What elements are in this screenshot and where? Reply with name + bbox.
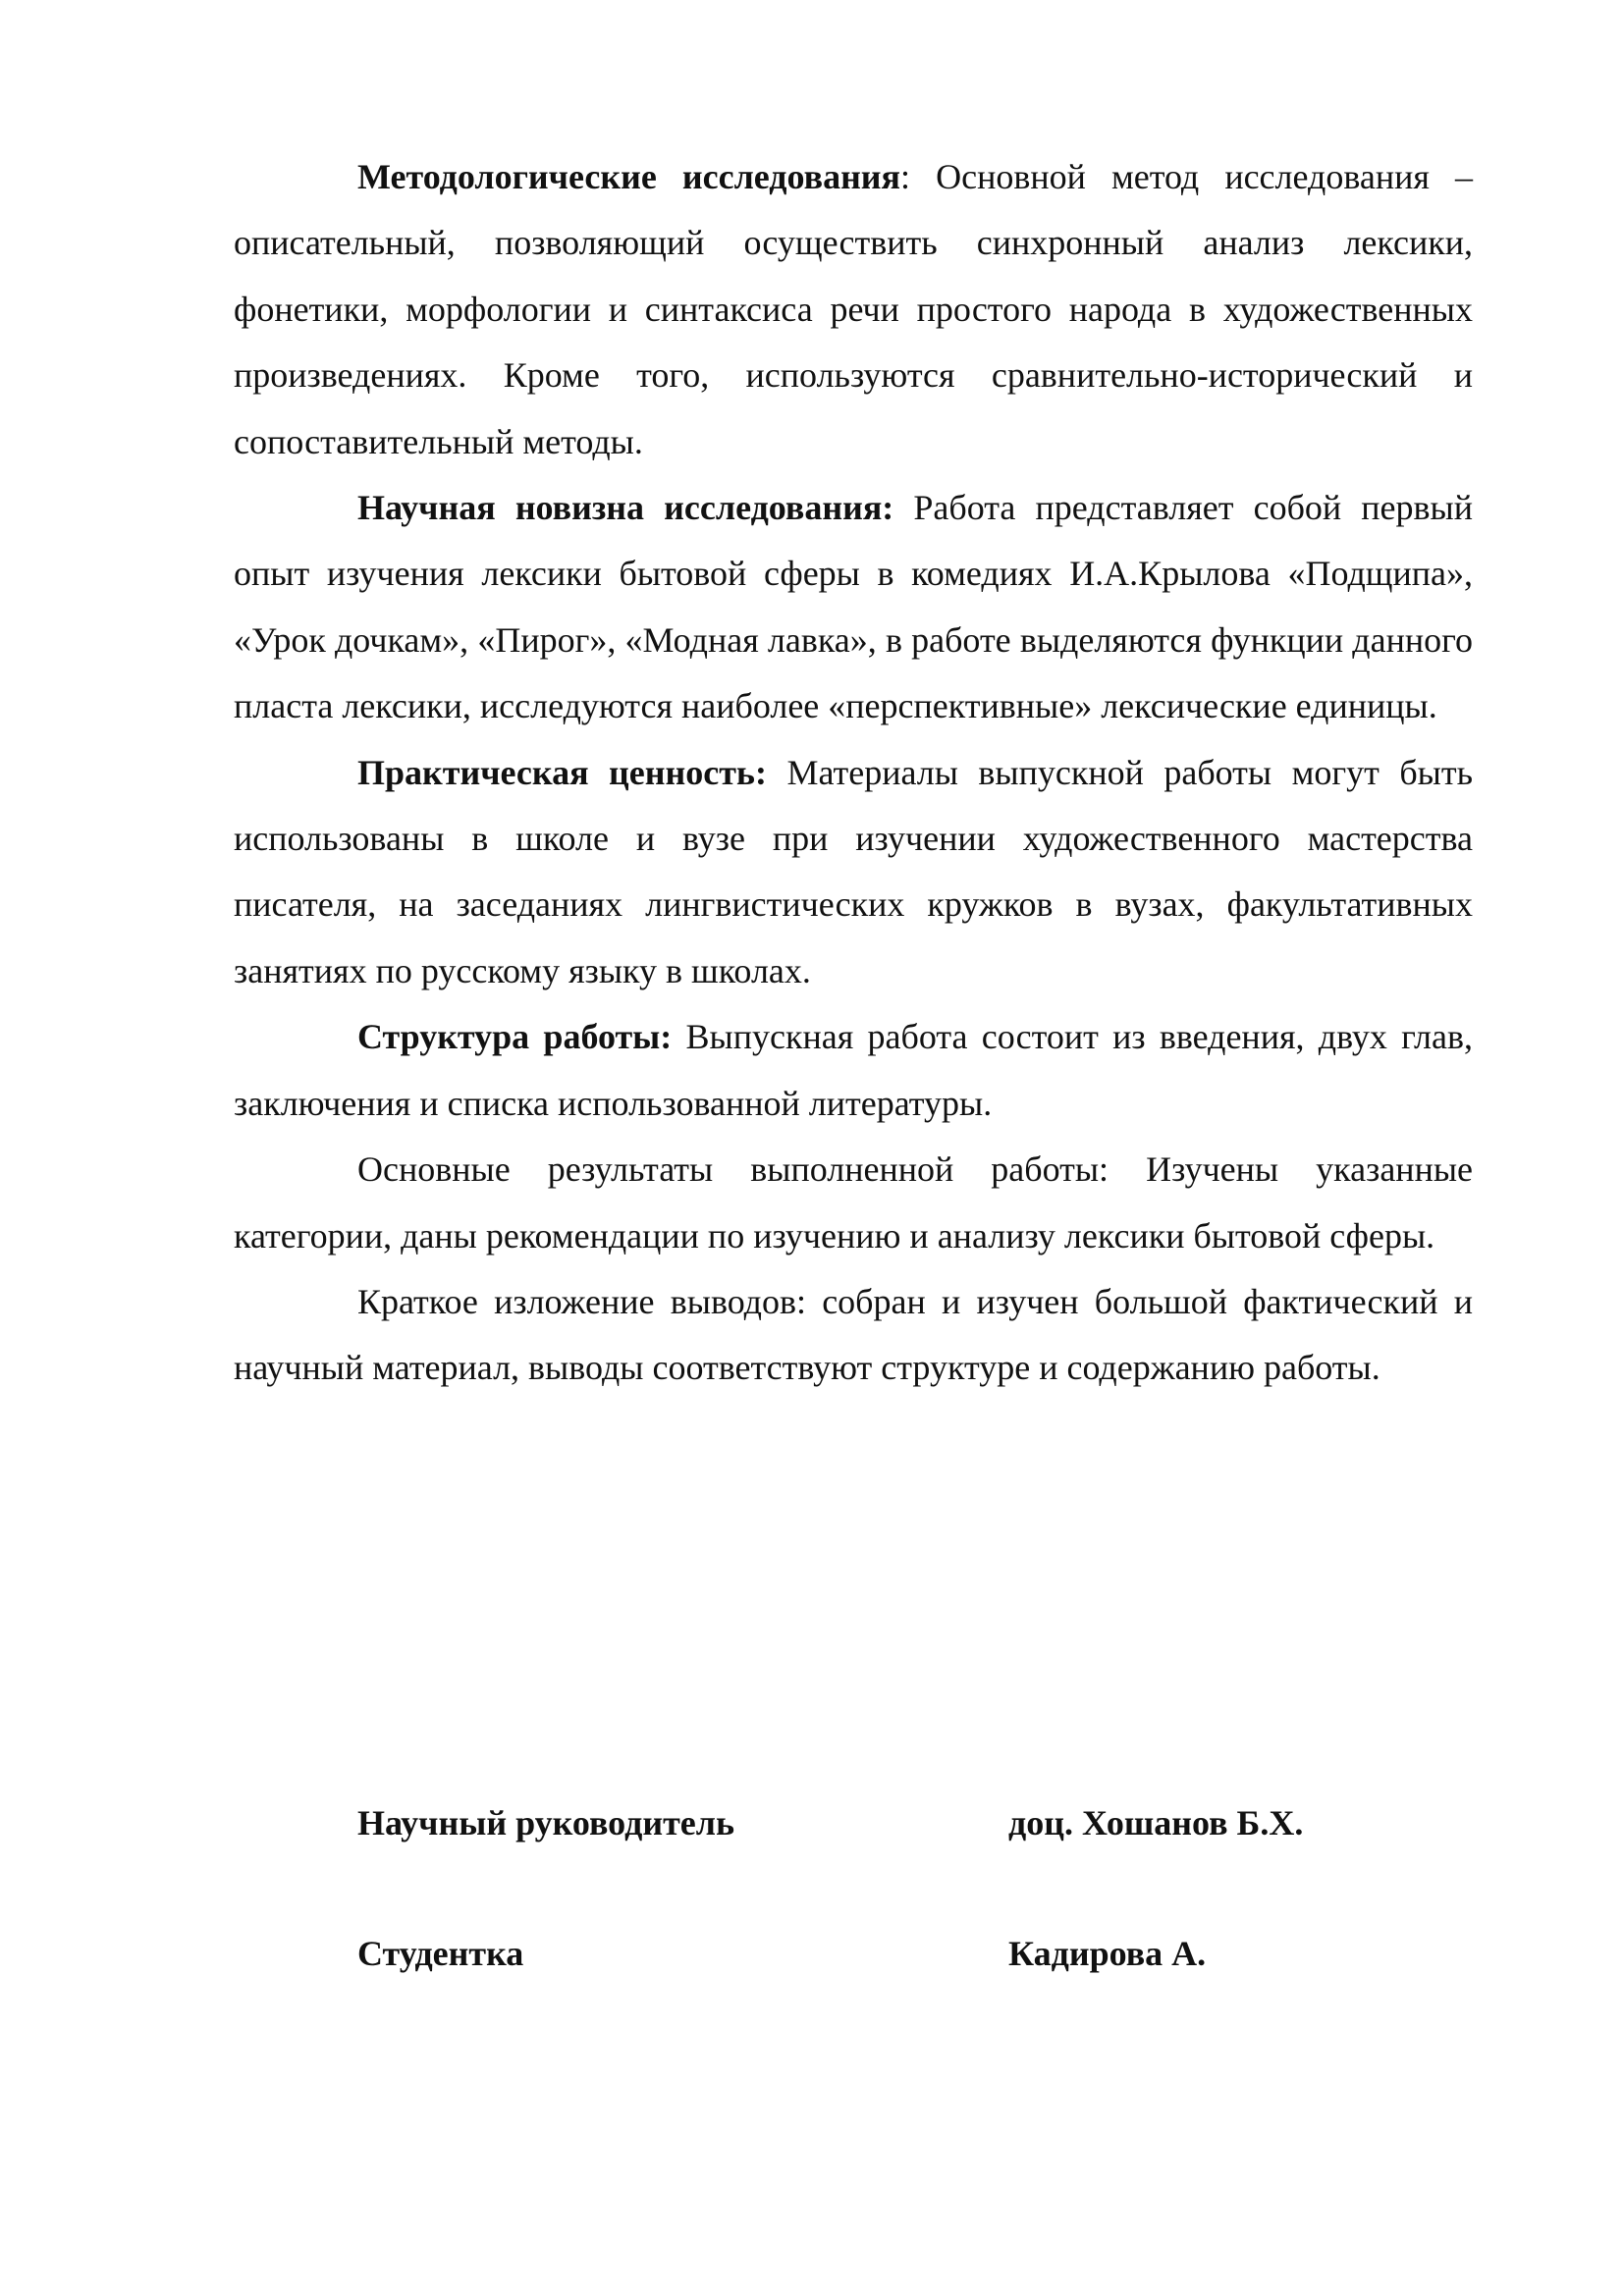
signature-role: Студентка [357,1934,524,1973]
paragraph-text: : Основной метод исследования – описательный, позволяющий осуществить синхронный анализ лексики, фонетики, морфологии и синтаксиса речи простого народа в художественных произведениях. Кроме того, используются сравнительно-исторический и сопоставительный методы. [234,157,1473,461]
paragraph-novelty [234,475,1473,740]
signature-role: Научный руководитель [357,1803,734,1842]
paragraph-heading: Структура работы: [357,1017,673,1057]
paragraph-heading: Методологические исследования [357,157,901,196]
signature-row-student [357,1932,1339,2062]
signature-name: Кадирова А. [1008,1934,1207,1973]
paragraph-structure [234,1004,1473,1137]
paragraph-practical-value [234,740,1473,1005]
signature-row-supervisor [357,1801,1339,1932]
paragraph-text: Работа представляет собой первый опыт изучения лексики бытовой сферы в комедиях И.А.Крылова «Подщипа», «Урок дочкам», «Пирог», «Модная лавка», в работе выделяются функции данного пласта лексики, исследуются наиболее «перспективные» лексические единицы. [234,488,1473,726]
paragraph-methodology [234,144,1473,475]
document-body [234,144,1473,1402]
signature-block [357,1801,1339,2062]
paragraph-text: Выпускная работа состоит из введения, двух глав, заключения и списка использованной литературы. [234,1017,1473,1123]
signature-name: доц. Хошанов Б.Х. [1008,1803,1304,1842]
paragraph-text: Основные результаты выполненной работы: Изучены указанные категории, даны рекомендации по изучению и анализу лексики бытовой сферы. [234,1149,1473,1255]
paragraph-heading: Практическая ценность: [357,752,767,792]
paragraph-text: Краткое изложение выводов: собран и изучен большой фактический и научный материал, выводы соответствуют структуре и содержанию работы. [234,1281,1473,1388]
paragraph-results [234,1137,1473,1269]
paragraph-conclusions [234,1269,1473,1402]
paragraph-text: Материалы выпускной работы могут быть использованы в школе и вузе при изучении художественного мастерства писателя, на заседаниях лингвистических кружков в вузах, факультативных занятиях по русскому языку в школах. [234,752,1473,990]
paragraph-heading: Научная новизна исследования: [357,488,894,528]
